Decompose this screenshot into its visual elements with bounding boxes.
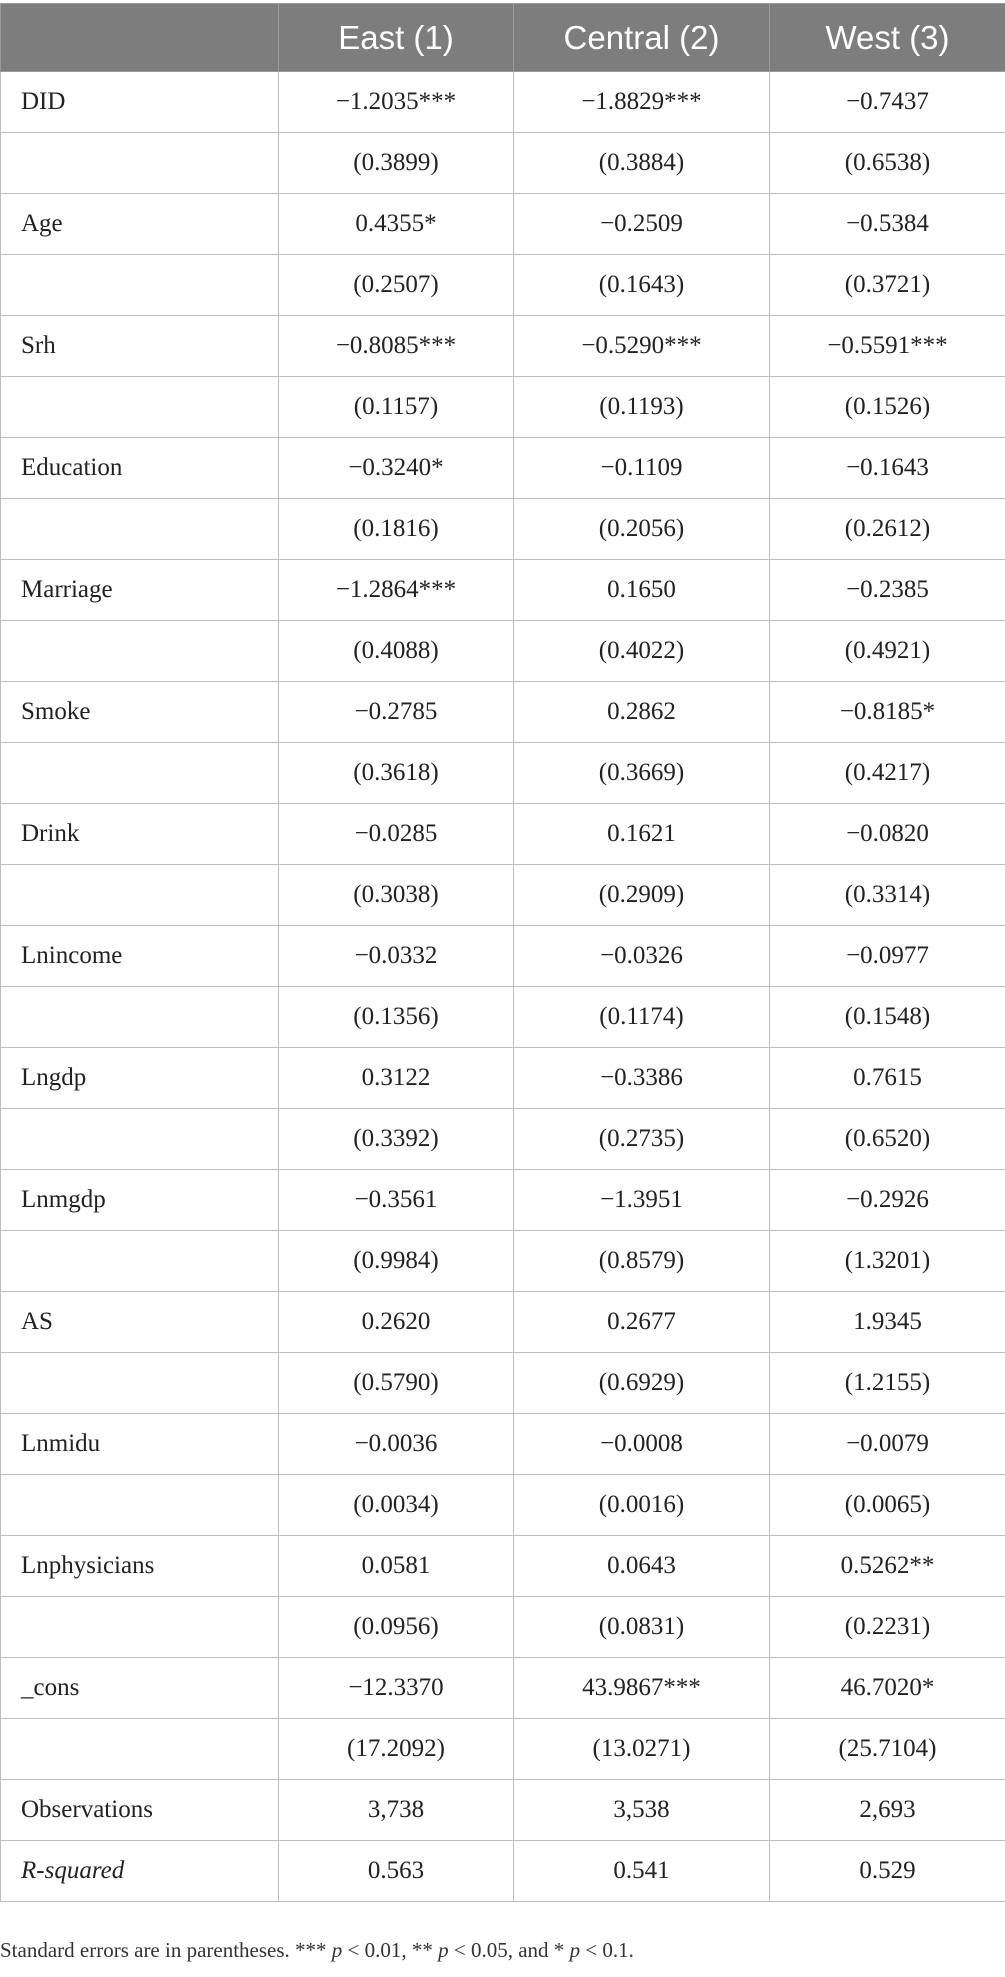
cell-central: (0.1174)	[514, 987, 770, 1048]
cell-west: −0.5591***	[770, 316, 1005, 377]
table-row	[1, 1841, 1005, 1902]
cell-east: −0.3240*	[279, 438, 514, 499]
cell-west: (0.1526)	[770, 377, 1005, 438]
cell-central: −0.0326	[514, 926, 770, 987]
row-label	[1, 621, 279, 682]
row-label	[1, 1231, 279, 1292]
footnote-threshold-2: < 0.05, and *	[448, 1938, 570, 1962]
table-row	[1, 621, 1005, 682]
table-row	[1, 743, 1005, 804]
row-label	[1, 865, 279, 926]
cell-east: 0.3122	[279, 1048, 514, 1109]
cell-east: (0.1157)	[279, 377, 514, 438]
cell-central: −1.3951	[514, 1170, 770, 1231]
cell-west: (0.1548)	[770, 987, 1005, 1048]
cell-east: (0.3899)	[279, 133, 514, 194]
cell-east: 0.2620	[279, 1292, 514, 1353]
footnote-p-symbol: p	[331, 1938, 343, 1962]
cell-west: −0.8185*	[770, 682, 1005, 743]
cell-west: (25.7104)	[770, 1719, 1005, 1780]
table-row	[1, 865, 1005, 926]
cell-east: −1.2864***	[279, 560, 514, 621]
table-row	[1, 926, 1005, 987]
header-cell-central: Central (2)	[514, 4, 770, 72]
row-label	[1, 1353, 279, 1414]
cell-east: −1.2035***	[279, 72, 514, 133]
cell-west: (0.4921)	[770, 621, 1005, 682]
cell-west: −0.0079	[770, 1414, 1005, 1475]
cell-west: −0.0820	[770, 804, 1005, 865]
table-row	[1, 560, 1005, 621]
row-label	[1, 1475, 279, 1536]
cell-east: 0.563	[279, 1841, 514, 1902]
footnote-p-symbol: p	[438, 1938, 449, 1962]
table-row	[1, 1475, 1005, 1536]
row-label	[1, 987, 279, 1048]
cell-central: (0.3669)	[514, 743, 770, 804]
table-row	[1, 1658, 1005, 1719]
cell-central: −0.0008	[514, 1414, 770, 1475]
cell-east: −0.0036	[279, 1414, 514, 1475]
cell-central: 0.1621	[514, 804, 770, 865]
footnote-threshold-3: < 0.1.	[580, 1938, 634, 1962]
table-row	[1, 499, 1005, 560]
cell-west: −0.2926	[770, 1170, 1005, 1231]
cell-central: 0.0643	[514, 1536, 770, 1597]
row-label	[1, 377, 279, 438]
row-label	[1, 1719, 279, 1780]
row-label: Lngdp	[1, 1048, 279, 1109]
table-row	[1, 1597, 1005, 1658]
cell-west: −0.1643	[770, 438, 1005, 499]
cell-west: −0.2385	[770, 560, 1005, 621]
row-label: Srh	[1, 316, 279, 377]
cell-east: (0.1356)	[279, 987, 514, 1048]
row-label: Smoke	[1, 682, 279, 743]
row-label: Lnmgdp	[1, 1170, 279, 1231]
cell-central: (0.2909)	[514, 865, 770, 926]
table-row	[1, 804, 1005, 865]
table-row	[1, 1780, 1005, 1841]
row-label: Lnmidu	[1, 1414, 279, 1475]
cell-central: (0.8579)	[514, 1231, 770, 1292]
cell-west: (1.2155)	[770, 1353, 1005, 1414]
cell-east: −0.0332	[279, 926, 514, 987]
row-label: Lnincome	[1, 926, 279, 987]
cell-central: (0.0016)	[514, 1475, 770, 1536]
cell-east: −0.3561	[279, 1170, 514, 1231]
cell-central: −0.5290***	[514, 316, 770, 377]
table-row	[1, 1170, 1005, 1231]
cell-west: (0.6538)	[770, 133, 1005, 194]
cell-west: 46.7020*	[770, 1658, 1005, 1719]
table-row	[1, 1109, 1005, 1170]
cell-east: (17.2092)	[279, 1719, 514, 1780]
row-label	[1, 1597, 279, 1658]
row-label	[1, 1109, 279, 1170]
table-row	[1, 72, 1005, 133]
cell-east: (0.0956)	[279, 1597, 514, 1658]
cell-west: (0.4217)	[770, 743, 1005, 804]
table-row	[1, 1231, 1005, 1292]
cell-central: 0.2677	[514, 1292, 770, 1353]
cell-east: 3,738	[279, 1780, 514, 1841]
header-cell-west: West (3)	[770, 4, 1005, 72]
cell-east: (0.2507)	[279, 255, 514, 316]
cell-east: −0.0285	[279, 804, 514, 865]
cell-east: (0.5790)	[279, 1353, 514, 1414]
cell-west: 0.5262**	[770, 1536, 1005, 1597]
cell-west: (0.0065)	[770, 1475, 1005, 1536]
cell-central: (0.1193)	[514, 377, 770, 438]
cell-east: −0.8085***	[279, 316, 514, 377]
footnote-prefix: Standard errors are in parentheses. ***	[0, 1938, 332, 1962]
cell-central: (0.3884)	[514, 133, 770, 194]
footnote-threshold-1: < 0.01, **	[342, 1938, 439, 1962]
cell-central: 0.2862	[514, 682, 770, 743]
table-row	[1, 1292, 1005, 1353]
cell-east: (0.4088)	[279, 621, 514, 682]
cell-central: 0.1650	[514, 560, 770, 621]
cell-west: 0.529	[770, 1841, 1005, 1902]
cell-central: 0.541	[514, 1841, 770, 1902]
row-label	[1, 133, 279, 194]
cell-west: (1.3201)	[770, 1231, 1005, 1292]
cell-central: (0.2056)	[514, 499, 770, 560]
cell-west: (0.6520)	[770, 1109, 1005, 1170]
header-row	[1, 4, 1005, 72]
cell-east: 0.4355*	[279, 194, 514, 255]
cell-west: 1.9345	[770, 1292, 1005, 1353]
cell-central: (0.1643)	[514, 255, 770, 316]
table-row	[1, 1719, 1005, 1780]
cell-east: (0.3618)	[279, 743, 514, 804]
cell-west: −0.0977	[770, 926, 1005, 987]
row-label	[1, 255, 279, 316]
table-row	[1, 316, 1005, 377]
header-cell-east: East (1)	[279, 4, 514, 72]
cell-west: (0.2612)	[770, 499, 1005, 560]
cell-east: (0.0034)	[279, 1475, 514, 1536]
table-row	[1, 1536, 1005, 1597]
cell-east: (0.3392)	[279, 1109, 514, 1170]
row-label	[1, 499, 279, 560]
table-row	[1, 438, 1005, 499]
row-label: Lnphysicians	[1, 1536, 279, 1597]
cell-central: 3,538	[514, 1780, 770, 1841]
row-label: Observations	[1, 1780, 279, 1841]
cell-east: (0.3038)	[279, 865, 514, 926]
cell-central: (0.2735)	[514, 1109, 770, 1170]
cell-central: −0.2509	[514, 194, 770, 255]
cell-west: −0.5384	[770, 194, 1005, 255]
cell-east: (0.1816)	[279, 499, 514, 560]
cell-central: (0.6929)	[514, 1353, 770, 1414]
row-label: Education	[1, 438, 279, 499]
table-row	[1, 255, 1005, 316]
table-row	[1, 987, 1005, 1048]
table-row	[1, 1353, 1005, 1414]
row-label: Age	[1, 194, 279, 255]
cell-central: −1.8829***	[514, 72, 770, 133]
table-row	[1, 682, 1005, 743]
footnote-p-symbol: p	[569, 1938, 581, 1962]
cell-central: (13.0271)	[514, 1719, 770, 1780]
cell-central: −0.3386	[514, 1048, 770, 1109]
row-label: DID	[1, 72, 279, 133]
table-row	[1, 133, 1005, 194]
cell-central: (0.4022)	[514, 621, 770, 682]
row-label	[1, 743, 279, 804]
footnote	[0, 1938, 634, 1963]
header-cell-variable	[1, 4, 279, 72]
row-label: _cons	[1, 1658, 279, 1719]
cell-west: (0.3314)	[770, 865, 1005, 926]
cell-central: 43.9867***	[514, 1658, 770, 1719]
cell-west: (0.2231)	[770, 1597, 1005, 1658]
cell-east: 0.0581	[279, 1536, 514, 1597]
cell-west: −0.7437	[770, 72, 1005, 133]
cell-west: 2,693	[770, 1780, 1005, 1841]
cell-west: (0.3721)	[770, 255, 1005, 316]
cell-east: −12.3370	[279, 1658, 514, 1719]
cell-central: (0.0831)	[514, 1597, 770, 1658]
cell-east: −0.2785	[279, 682, 514, 743]
row-label: Drink	[1, 804, 279, 865]
cell-west: 0.7615	[770, 1048, 1005, 1109]
table-row	[1, 1414, 1005, 1475]
table-row	[1, 194, 1005, 255]
cell-east: (0.9984)	[279, 1231, 514, 1292]
row-label: AS	[1, 1292, 279, 1353]
table-row	[1, 377, 1005, 438]
table-body	[1, 72, 1005, 1902]
table-row	[1, 1048, 1005, 1109]
regression-table	[0, 3, 1005, 1902]
row-label: Marriage	[1, 560, 279, 621]
cell-central: −0.1109	[514, 438, 770, 499]
row-label: R-squared	[1, 1841, 279, 1902]
